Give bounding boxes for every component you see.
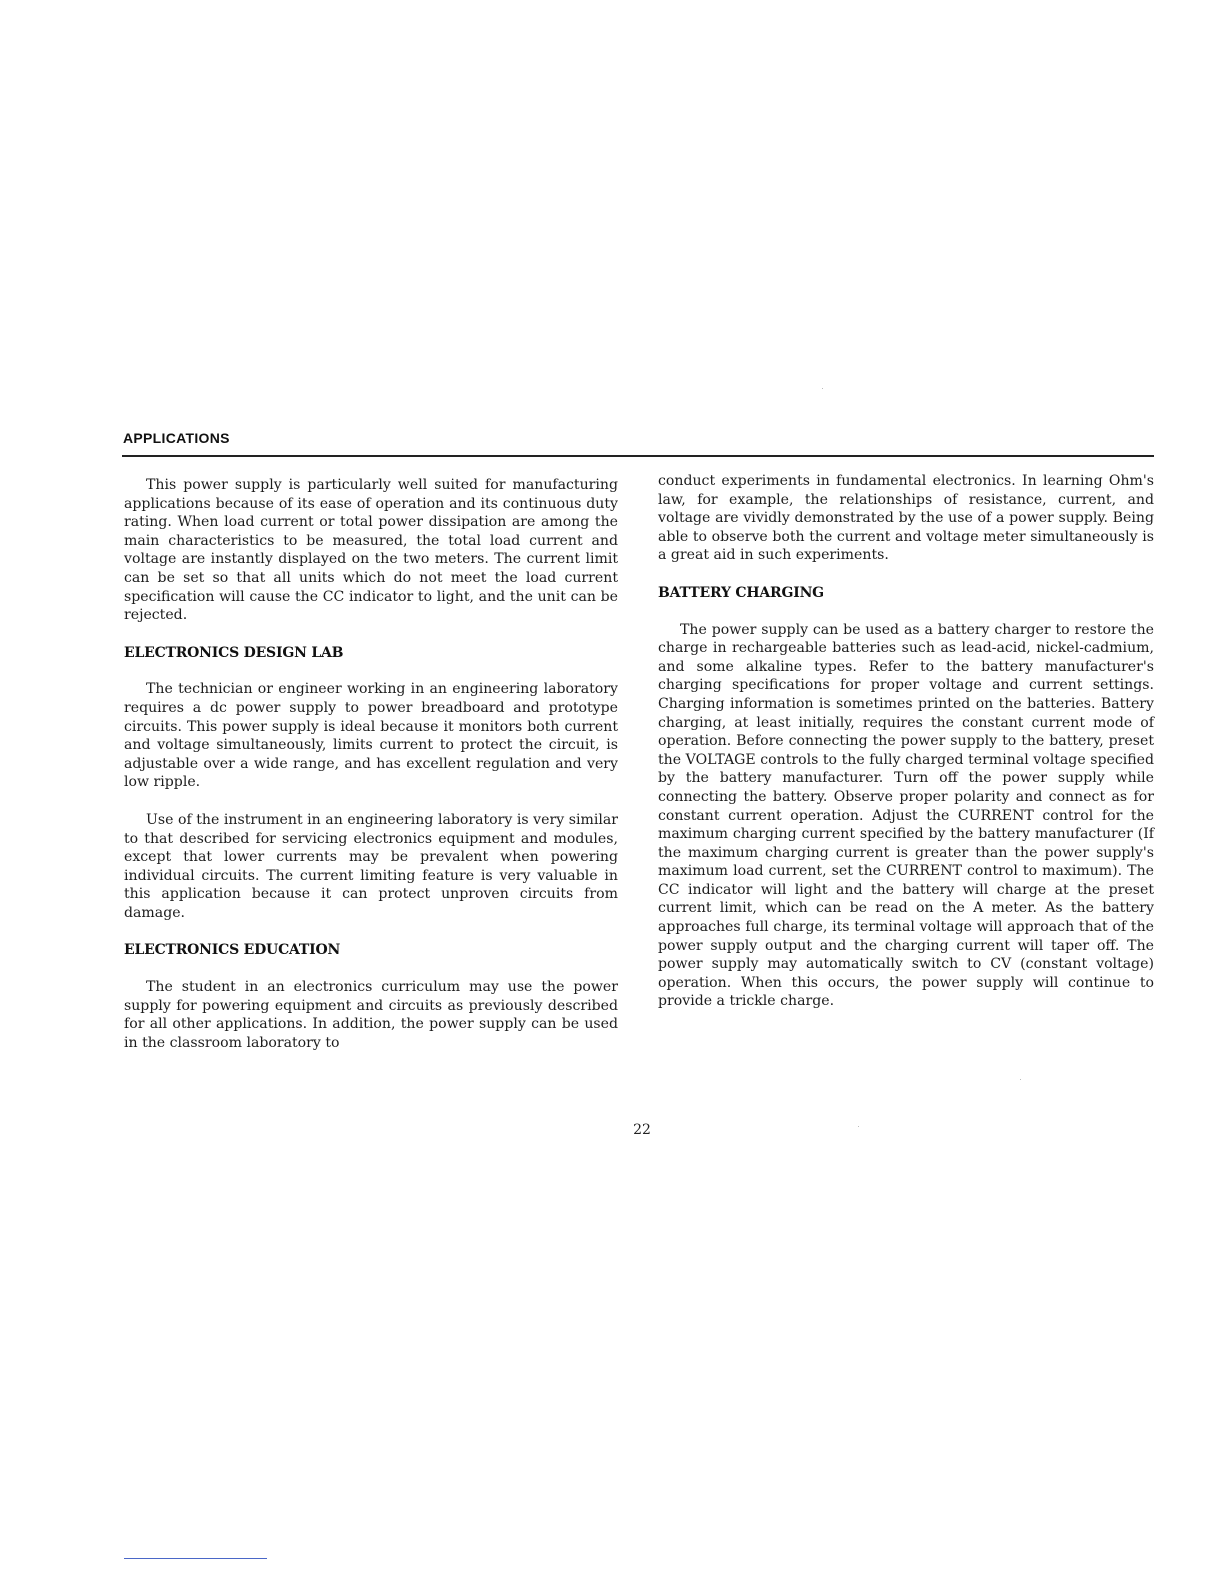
scan-speck (1020, 1079, 1021, 1080)
right-column (658, 472, 1154, 1011)
design-lab-paragraph-2: Use of the instrument in an engineering laboratory is very similar to that described for servicing electronics equipment and modules, except that lower currents may be prevalent when powering individual circuits. The current limiting feature is very valuable in this application because it can protect unproven circuits from damage. (124, 811, 618, 921)
education-paragraph-continued: conduct experiments in fundamental electronics. In learning Ohm's law, for example, the relationships of resistance, current, and voltage are vividly demonstrated by the use of a power supply. Being able to observe both the current and voltage meter simultaneously is a great aid in such experiments. (658, 473, 1154, 564)
page-section-title: APPLICATIONS (123, 430, 230, 446)
battery-charging-paragraph: The power supply can be used as a battery charger to restore the charge in rechargeable batteries such as lead-acid, nickel-cadmium, and some alkaline types. Refer to the battery manufacturer's charging specifications for proper voltage and current settings. Charging information is sometimes printed on the batteries. Battery charging, at least initially, requires the constant current mode of operation. Before connecting the power supply to the battery, preset the VOLTAGE controls to the fully charged terminal voltage specified by the battery manufacturer. Turn off the power supply while connecting the battery. Observe proper polarity and connect as for constant current operation. Adjust the CURRENT control for the maximum charging current specified by the battery manufacturer (If the maximum charging current is greater than the power supply's maximum load current, set the CURRENT control to maximum). The CC indicator will light and the battery will charge at the preset current limit, which can be read on the A meter. As the battery approaches full charge, its terminal voltage will approach that of the power supply output and the charging current will taper off. The power supply may automatically switch to CV (constant voltage) operation. When this occurs, the power supply will continue to provide a trickle charge. (658, 621, 1154, 1010)
education-paragraph: The student in an electronics curriculum may use the power supply for powering equipment and circuits as previously described for all other applications. In addition, the power supply can be used in the classroom laboratory to (124, 979, 618, 1051)
scan-speck (858, 1126, 859, 1127)
footer-rule (124, 1558, 267, 1559)
scan-speck (822, 388, 823, 389)
battery-charging-heading: BATTERY CHARGING (658, 584, 824, 601)
design-lab-heading: ELECTRONICS DESIGN LAB (124, 644, 344, 661)
design-lab-paragraph-1: The technician or engineer working in an engineering laboratory requires a dc power supply to power breadboard and prototype circuits. This power supply is ideal because it monitors both current and voltage simultaneously, limits current to protect the circuit, is adjustable over a wide range, and has excellent regulation and very low ripple. (124, 681, 618, 791)
left-column (124, 476, 618, 1052)
education-heading: ELECTRONICS EDUCATION (124, 942, 341, 959)
intro-paragraph: This power supply is particularly well suited for manufacturing applications because of its ease of operation and its continuous duty rating. When load current or total power dissipation are among the main characteristics to be measured, the total load current and voltage are instantly displayed on the two meters. The current limit can be set so that all units which do not meet the load current specification will cause the CC indicator to light, and the unit can be rejected. (124, 477, 618, 624)
header-divider (122, 455, 1154, 457)
page-number: 22 (633, 1122, 651, 1138)
